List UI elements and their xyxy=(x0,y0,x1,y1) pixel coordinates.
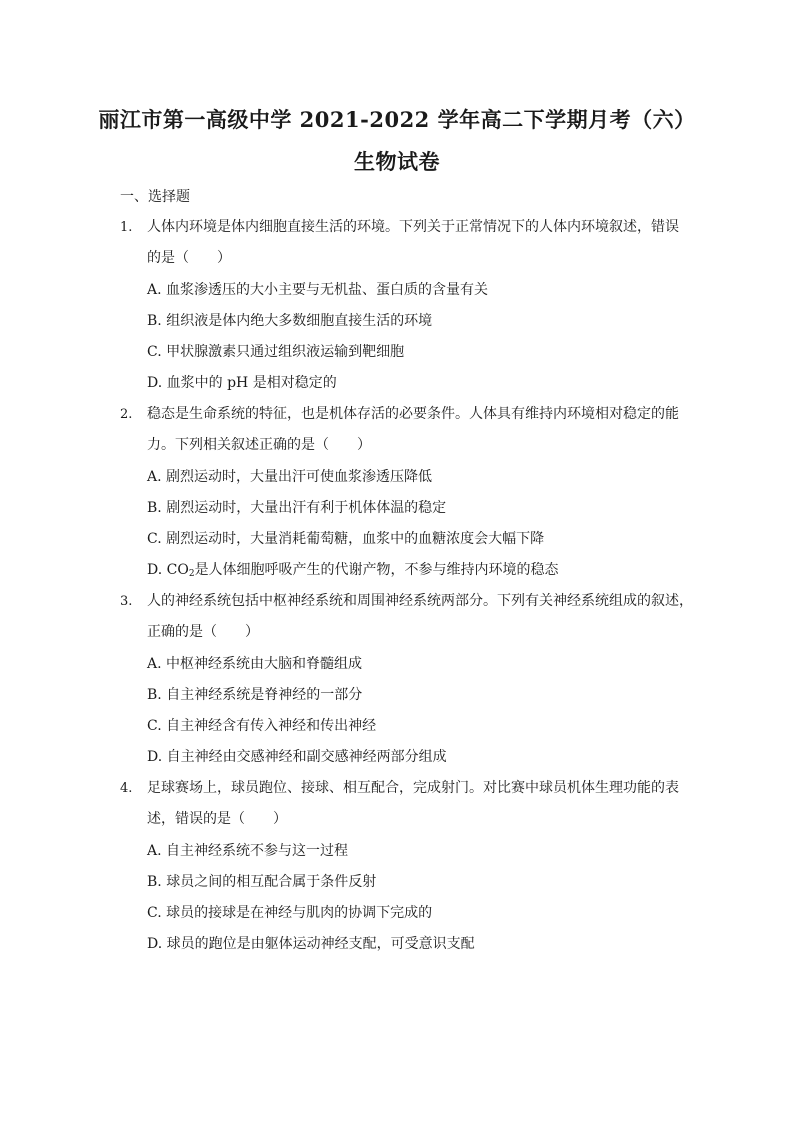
answer-option: B. 球员之间的相互配合属于条件反射 xyxy=(147,874,377,890)
answer-option xyxy=(147,561,559,583)
question-stem: 稳态是生命系统的特征，也是机体存活的必要条件。人体具有维持内环境相对稳定的能 xyxy=(147,406,679,422)
answer-option: D. 自主神经由交感神经和副交感神经两部分组成 xyxy=(147,749,447,765)
subscript: 2 xyxy=(188,569,195,579)
question-number: 1. xyxy=(120,220,133,235)
question-stem: 力。下列相关叙述正确的是（ ） xyxy=(147,437,371,453)
question-stem: 述，错误的是（ ） xyxy=(147,811,287,827)
answer-option: B. 剧烈运动时，大量出汗有利于机体体温的稳定 xyxy=(147,500,447,516)
section-heading: 一、选择题 xyxy=(120,189,190,205)
question-number: 4. xyxy=(120,781,133,796)
exam-title: 丽江市第一高级中学 2021-2022 学年高二下学期月考（六） xyxy=(98,107,696,132)
answer-option: A. 剧烈运动时，大量出汗可使血浆渗透压降低 xyxy=(147,469,433,485)
option-text: 是人体细胞呼吸产生的代谢产物，不参与维持内环境的稳态 xyxy=(194,562,559,578)
question-number: 2. xyxy=(120,407,133,422)
question-stem: 正确的是（ ） xyxy=(147,624,259,640)
answer-option: D. 球员的跑位是由躯体运动神经支配，可受意识支配 xyxy=(147,936,475,952)
answer-option: A. 中枢神经系统由大脑和脊髓组成 xyxy=(147,656,363,672)
answer-option: D. 血浆中的 pH 是相对稳定的 xyxy=(147,375,337,391)
question-stem: 的是（ ） xyxy=(147,250,231,266)
answer-option: C. 剧烈运动时，大量消耗葡萄糖，血浆中的血糖浓度会大幅下降 xyxy=(147,531,545,547)
question-number: 3. xyxy=(120,594,133,609)
question-stem: 人体内环境是体内细胞直接生活的环境。下列关于正常情况下的人体内环境叙述，错误 xyxy=(147,219,679,235)
question-stem: 足球赛场上，球员跑位、接球、相互配合，完成射门。对比赛中球员机体生理功能的表 xyxy=(147,780,679,796)
exam-subtitle: 生物试卷 xyxy=(354,149,440,174)
answer-option: C. 甲状腺激素只通过组织液运输到靶细胞 xyxy=(147,344,405,360)
question-stem: 人的神经系统包括中枢神经系统和周围神经系统两部分。下列有关神经系统组成的叙述， xyxy=(147,593,693,609)
answer-option: B. 自主神经系统是脊神经的一部分 xyxy=(147,687,363,703)
answer-option: A. 自主神经系统不参与这一过程 xyxy=(147,843,349,859)
answer-option: C. 自主神经含有传入神经和传出神经 xyxy=(147,718,377,734)
answer-option: C. 球员的接球是在神经与肌肉的协调下完成的 xyxy=(147,905,433,921)
answer-option: B. 组织液是体内绝大多数细胞直接生活的环境 xyxy=(147,313,433,329)
answer-option: A. 血浆渗透压的大小主要与无机盐、蛋白质的含量有关 xyxy=(147,282,489,298)
option-text: D. CO xyxy=(147,562,189,578)
